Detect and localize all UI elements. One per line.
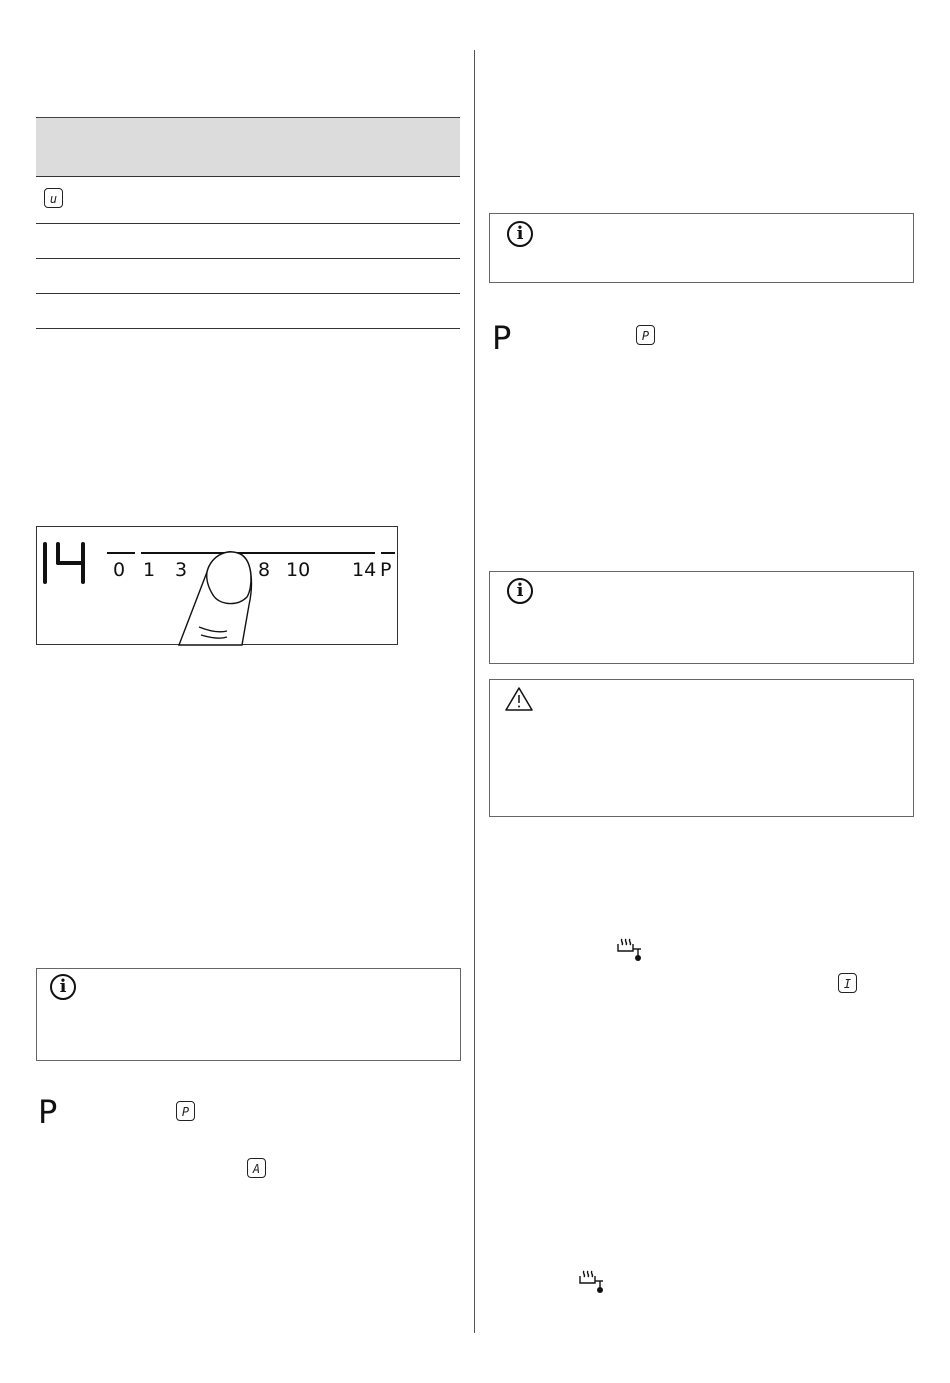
auto-key-symbol: A [247,1158,266,1178]
control-panel-figure [36,526,398,645]
scale-label: 0 [113,559,126,581]
power-boost-symbol: P [38,1093,58,1131]
keep-warm-icon [578,1268,608,1294]
keep-warm-icon [616,936,646,962]
table-rule [36,293,460,294]
warning-icon [504,686,534,712]
info-icon: i [50,974,76,1000]
info-icon: i [507,578,533,604]
column-divider [474,50,475,1333]
scale-label: 14 [352,559,377,581]
display-figure-art [37,527,399,646]
info-note-box [489,213,914,283]
power-boost-symbol: P [492,319,512,357]
info-icon: i [507,221,533,247]
scale-label: 3 [175,559,188,581]
table-rule [36,328,460,329]
scale-label: 8 [258,559,271,581]
info-note-box [489,571,914,664]
info-note-box [36,968,461,1061]
power-key-symbol: P [176,1101,195,1121]
seven-segment-readout [45,544,83,582]
warning-note-box [489,679,914,817]
on-key-symbol: I [838,973,857,993]
scale-label: 10 [286,559,311,581]
power-key-symbol: P [636,325,655,345]
table-rule [36,223,460,224]
finger-icon [179,552,251,645]
table-rule [36,176,460,177]
scale-label: 1 [143,559,156,581]
table-key-symbol: u [44,188,63,208]
table-rule [36,258,460,259]
scale-label: P [380,559,392,581]
table-header [36,117,460,176]
